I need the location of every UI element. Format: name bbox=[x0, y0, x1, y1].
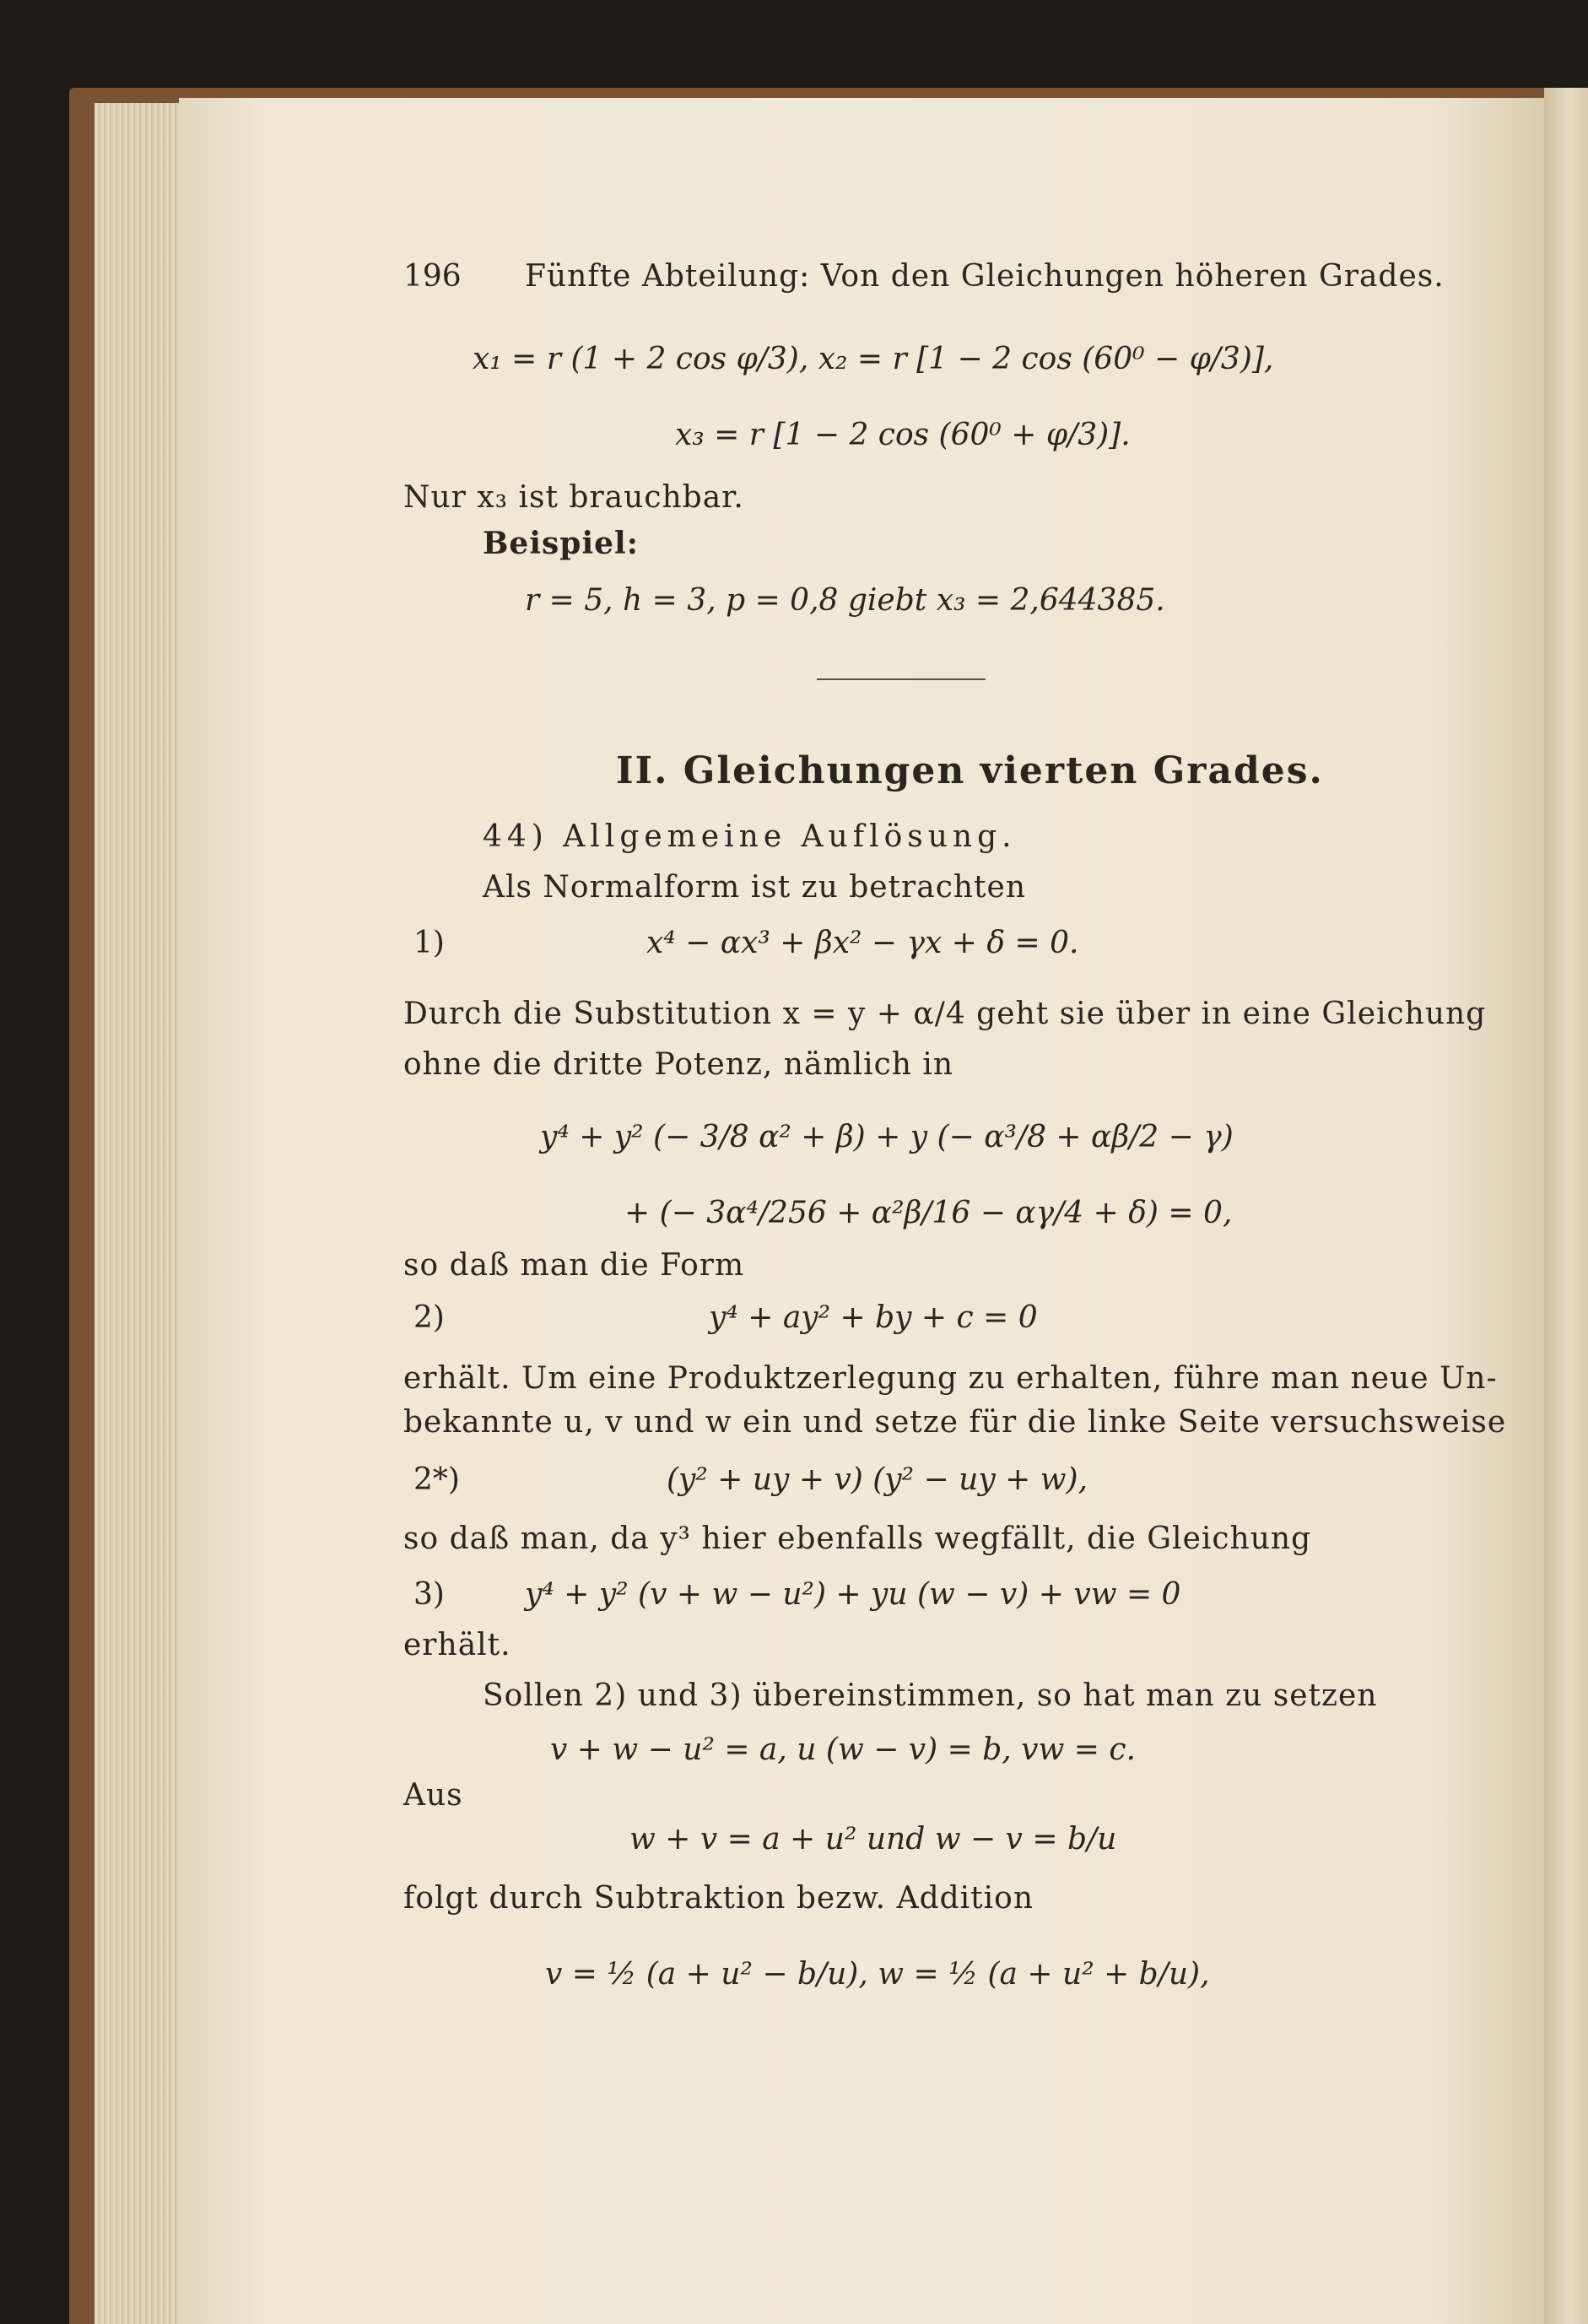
eq2: y⁴ + ay² + by + c = 0 bbox=[709, 1300, 1038, 1335]
nur-line: Nur x₃ ist brauchbar. bbox=[403, 480, 744, 515]
eq3: y⁴ + y² (v + w − u²) + yu (w − v) + vw = 0 bbox=[525, 1577, 1181, 1612]
eq2-label: 2) bbox=[413, 1300, 445, 1335]
big-equation-line-2: + (− 3α⁴/256 + α²β/16 − αγ/4 + δ) = 0, bbox=[624, 1196, 1233, 1230]
eq3-label: 3) bbox=[413, 1577, 445, 1612]
eq1-label: 1) bbox=[413, 926, 445, 960]
running-title: Fünfte Abteilung: Von den Gleichungen höheren Grades. bbox=[525, 259, 1445, 294]
formula-x3: x₃ = r [1 − 2 cos (60⁰ + φ/3)]. bbox=[675, 418, 1131, 452]
erhaelt-line: erhält. bbox=[403, 1628, 511, 1662]
book-gutter bbox=[1544, 88, 1588, 2324]
sollen-line: Sollen 2) und 3) übereinstimmen, so hat man zu setzen bbox=[483, 1678, 1378, 1713]
paragraph-2: so daß man, da y³ hier ebenfalls wegfällt, die Gleichung bbox=[403, 1521, 1312, 1556]
beispiel-formula: r = 5, h = 3, p = 0,8 giebt x₃ = 2,644385. bbox=[525, 583, 1165, 618]
final-equation: v = ½ (a + u² − b/u), w = ½ (a + u² + b/u), bbox=[545, 1957, 1210, 1992]
conditions: v + w − u² = a, u (w − v) = b, vw = c. bbox=[550, 1732, 1136, 1767]
paragraph-1-line-2: bekannte u, v und w ein und setze für die linke Seite versuchsweise bbox=[403, 1405, 1507, 1440]
aus-equation: w + v = a + u² und w − v = b/u bbox=[629, 1822, 1117, 1856]
section-44-title: 44) Allgemeine Auflösung. bbox=[483, 819, 1017, 854]
aus-line: Aus bbox=[403, 1778, 463, 1813]
substitution-line-2: ohne die dritte Potenz, nämlich in bbox=[403, 1047, 954, 1082]
paragraph-1-line-1: erhält. Um eine Produktzerlegung zu erhalten, führe man neue Un- bbox=[403, 1361, 1498, 1396]
folgt-line: folgt durch Subtraktion bezw. Addition bbox=[403, 1881, 1034, 1916]
eq2-star: (y² + uy + v) (y² − uy + w), bbox=[667, 1462, 1088, 1497]
substitution-line-1: Durch die Substitution x = y + α/4 geht sie über in eine Gleichung bbox=[403, 997, 1487, 1031]
formula-x1-x2: x₁ = r (1 + 2 cos φ/3), x₂ = r [1 − 2 cos (60⁰ − φ/3)], bbox=[473, 342, 1274, 376]
beispiel-label: Beispiel: bbox=[483, 526, 639, 561]
section-heading: II. Gleichungen vierten Grades. bbox=[616, 749, 1324, 792]
page-number: 196 bbox=[403, 259, 462, 294]
normalform-intro: Als Normalform ist zu betrachten bbox=[483, 870, 1026, 905]
big-equation-line-1: y⁴ + y² (− 3/8 α² + β) + y (− α³/8 + αβ/2 − γ) bbox=[540, 1120, 1234, 1154]
form-line: so daß man die Form bbox=[403, 1248, 745, 1283]
section-divider bbox=[817, 678, 986, 680]
eq1: x⁴ − αx³ + βx² − γx + δ = 0. bbox=[646, 926, 1079, 960]
eq2-star-label: 2*) bbox=[413, 1462, 460, 1497]
